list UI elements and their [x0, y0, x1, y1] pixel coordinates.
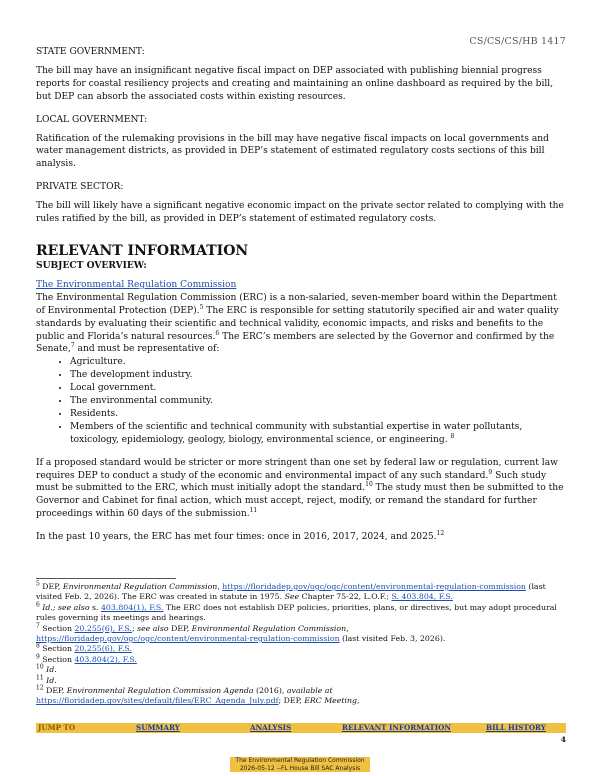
subject-overview-heading: SUBJECT OVERVIEW:	[36, 259, 147, 271]
page-number: 4	[560, 735, 566, 744]
footnote-11: $^{11}$ Id.	[36, 674, 57, 685]
erc-member-list	[36, 356, 564, 446]
bottom-source-label	[230, 757, 370, 772]
bottom-label-title: The Environmental Regulation Commission	[235, 757, 365, 764]
private-sector-label: PRIVATE SECTOR:	[36, 182, 124, 193]
list-item: • The development industry.	[70, 369, 564, 382]
jump-to-bar	[36, 723, 566, 733]
footnotes	[36, 582, 566, 707]
bottom-label-source: 2026-05-12 --FL House Bill SAC Analysis	[239, 764, 361, 772]
footnote-ref-11[interactable]: 11	[249, 507, 258, 515]
relevant-information-heading: RELEVANT INFORMATION	[36, 242, 249, 259]
footnote-ref-12[interactable]: 12	[436, 530, 445, 538]
footnote-5-url-link[interactable]: https://floridadep.gov/ogc/ogc/content/environmental-regulation-commission	[222, 582, 526, 591]
footnote-6-statute-link[interactable]: 403.804(1), F.S.	[100, 602, 164, 612]
footnote-ref-9[interactable]: 9	[488, 468, 493, 476]
jump-bill-history-link[interactable]: BILL HISTORY	[486, 723, 546, 732]
footnote-5-statute-link[interactable]: S. 403.804, F.S.	[391, 592, 453, 602]
footnote-ref-8[interactable]: 8	[450, 432, 455, 440]
list-item: • Members of the scientific and technical community with substantial expertise in water pollutants, toxicology, epidemiology, geology, biology, environmental science, or engineering. $^8$	[70, 421, 564, 447]
erc-paragraph-1: The Environmental Regulation Commission (ERC) is a non-salaried, seven-member board within the Department of Environmental Protection (DEP).$^5$ The ERC is responsible for setting statutorily specified air and water quality standards by evaluating their scientific and technical validity, economic impacts, and risks and benefits to the public and Florida’s natural resources.$^6$ The ERC’s members are selected by the Governor and confirmed by the Senate,$^7$ and must be representative of:	[36, 292, 559, 355]
jump-relevant-information-link[interactable]: RELEVANT INFORMATION	[342, 723, 451, 732]
footnote-divider	[36, 578, 176, 579]
jump-to-label: JUMP TO	[38, 723, 76, 732]
footnote-12: $^{12}$ DEP, Environmental Regulation Commission Agenda (2016), available at https://floridadep.gov/sites/default/files/ERC_Agenda_July.pdf; DEP, ERC Meeting,	[36, 684, 360, 706]
footnote-12-url-link[interactable]: https://floridadep.gov/sites/default/files/ERC_Agenda_July.pdf	[36, 696, 279, 706]
local-government-text: Ratification of the rulemaking provisions in the bill may have negative fiscal impacts on local governments and water management districts, as provided in DEP’s statement of estimated regulatory costs sections of this bill analysis.	[36, 133, 549, 170]
document-id: CS/CS/CS/HB 1417	[469, 36, 566, 47]
footnote-ref-10[interactable]: 10	[365, 481, 373, 489]
footnote-9-statute-link[interactable]: 403.804(2), F.S.	[74, 654, 137, 664]
footnote-10: $^{10}$ Id.	[36, 663, 57, 675]
list-item: • The environmental community.	[70, 395, 564, 408]
footnote-8: $^8$ Section 20.255(6), F.S.	[36, 642, 132, 654]
footnote-5: $^5$ DEP, Environmental Regulation Commission, https://floridadep.gov/ogc/ogc/content/environmental-regulation-commission (last visited Feb. 2, 2026). The ERC was created in statute in 1975. See Chapter 75-22, L.O.F.; S. 403.804, F.S.	[36, 580, 546, 602]
footnote-8-statute-link[interactable]: 20.255(6), F.S.	[74, 644, 132, 654]
list-item: • Agriculture.	[70, 356, 564, 369]
page-content	[36, 46, 564, 544]
footnote-7-url-link[interactable]: https://floridadep.gov/ogc/ogc/content/environmental-regulation-commission	[36, 634, 340, 644]
state-government-text: The bill may have an insignificant negative fiscal impact on DEP associated with publishing biennial progress reports for coastal resiliency projects and creating and maintaining an online dashboard as required by the bill, but DEP can absorb the associated costs within existing resources.	[36, 65, 554, 102]
jump-analysis-link[interactable]: ANALYSIS	[250, 723, 292, 732]
list-item: • Residents.	[70, 408, 564, 421]
private-sector-text: The bill will likely have a significant negative economic impact on the private sector related to complying with the rules ratified by the bill, as provided in DEP’s statement of estimated regulatory costs.	[36, 201, 564, 225]
footnote-7: $^7$ Section 20.255(6), F.S.; see also DEP, Environmental Regulation Commission, https://floridadep.gov/ogc/ogc/content/environmental-regulation-commission (last visited Feb. 3, 2026).	[36, 622, 446, 644]
erc-section-link[interactable]: The Environmental Regulation Commission	[36, 279, 237, 290]
erc-paragraph-3: In the past 10 years, the ERC has met four times: once in 2016, 2017, 2024, and 2025.12	[36, 530, 445, 543]
footnote-ref-5[interactable]: 5	[199, 303, 204, 311]
jump-summary-link[interactable]: SUMMARY	[136, 723, 180, 732]
footnote-6: $^6$ Id.; see also s. 403.804(1), F.S. The ERC does not establish DEP policies, priorities, plans, or directives, but may adopt procedural rules governing its meetings and hearings.	[36, 601, 557, 623]
footnote-7-statute-link[interactable]: 20.255(6), F.S.	[74, 623, 132, 633]
erc-paragraph-2: If a proposed standard would be stricter or more stringent than one set by federal law or regulation, current law requires DEP to conduct a study of the economic and environmental impact of any such standard.$^9$ Such study must be submitted to the ERC, which must initially adopt the standard.$^{10}$ The study must then be submitted to the Governor and Cabinet for final action, which must accept, reject, modify, or remand the standard for further proceedings within 60 days of the submission.$^{11}$	[36, 457, 564, 520]
list-item: • Local government.	[70, 382, 564, 395]
footnote-9: $^9$ Section 403.804(2), F.S.	[36, 653, 137, 664]
footnote-ref-7[interactable]: 7	[70, 342, 75, 350]
footnote-ref-6[interactable]: 6	[215, 329, 220, 337]
state-government-label: STATE GOVERNMENT:	[36, 47, 145, 57]
local-government-label: LOCAL GOVERNMENT:	[36, 114, 148, 125]
